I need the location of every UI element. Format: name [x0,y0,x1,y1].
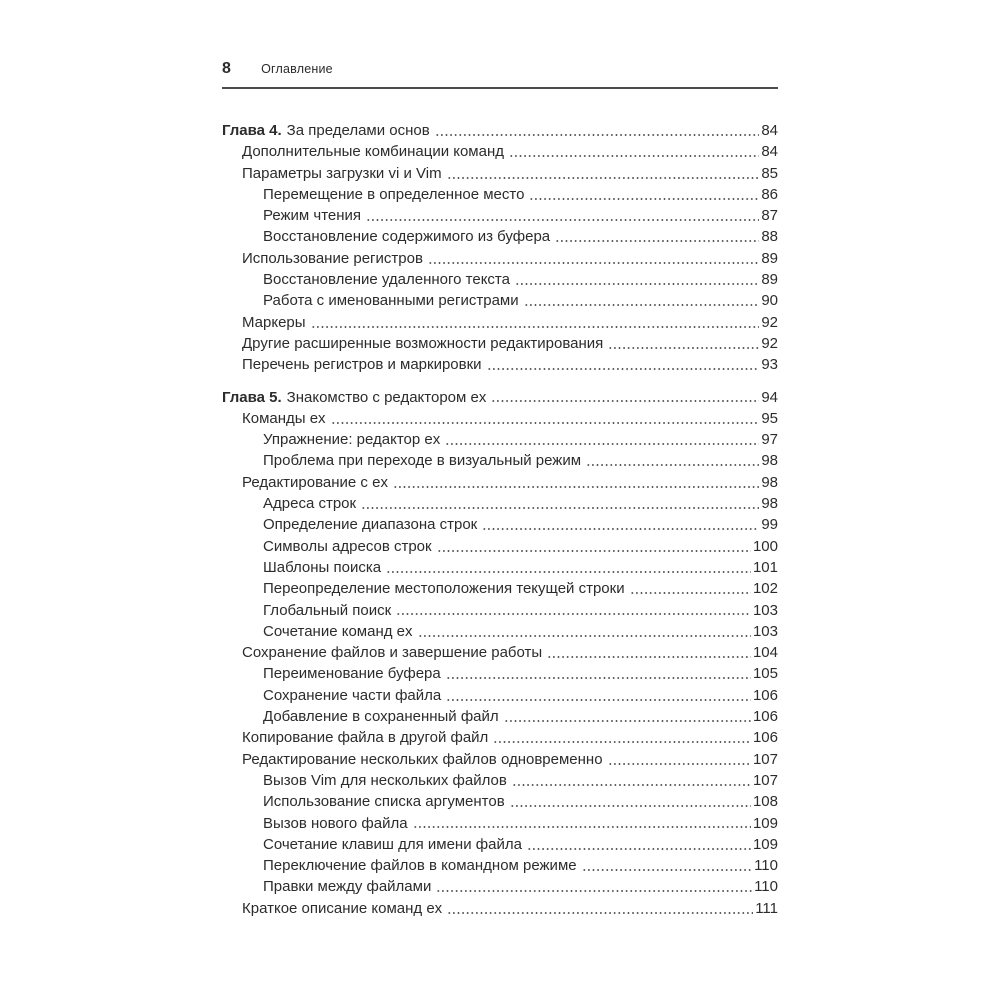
toc-entry [222,493,778,514]
toc-entry [222,333,778,354]
toc-entry-title: Восстановление содержимого из буфера [263,228,551,246]
toc-entry-title: Проблема при переходе в визуальный режим [263,452,582,470]
dot-leader [428,248,759,269]
toc-entry-title: Дополнительные комбинации команд [242,143,505,161]
toc-entry-page: 84 [761,143,778,161]
toc-entry-page: 89 [761,271,778,289]
dot-leader [555,226,759,247]
toc-entry-page: 88 [761,228,778,246]
toc-entry-page: 106 [752,729,778,747]
toc-entry [222,770,778,791]
dot-leader [437,536,751,557]
toc-entry [222,536,778,557]
toc-entry-title: Редактирование с ex [242,473,388,491]
toc-entry [222,749,778,770]
toc-entry-page: 92 [761,313,778,331]
toc-entry [222,354,778,375]
dot-leader [418,621,751,642]
toc-entry-title: Сочетание клавиш для имени файла [263,835,522,853]
toc-entry-title: Команды ex [242,409,326,427]
toc-entry-title: Сохранение части файла [263,686,442,704]
toc-entry-page: 106 [752,708,778,726]
toc-entry [222,408,778,429]
toc-entry-title: Сохранение файлов и завершение работы [242,644,543,662]
toc-entry-page: 110 [754,878,778,896]
toc-entry [222,813,778,834]
dot-leader [445,429,759,450]
toc-entry [222,290,778,311]
toc-entry-title: Использование регистров [242,249,423,267]
dot-leader [435,120,760,141]
toc-entry-page: 109 [752,814,778,832]
toc-entry [222,450,778,471]
toc-entry-page: 108 [752,793,778,811]
toc-entry-page: 90 [761,292,778,310]
toc-entry-title: Переопределение местоположения текущей строки [263,580,625,598]
toc-entry-title: Режим чтения [263,207,362,225]
toc-entry-title: Восстановление удаленного текста [263,271,510,289]
toc-entry-title: Глобальный поиск [263,601,392,619]
toc-entry-page: 95 [761,409,778,427]
dot-leader [524,290,760,311]
toc-entry-page: 105 [752,665,778,683]
toc-entry-page: 92 [761,334,778,352]
toc-entry [222,120,778,141]
table-of-contents [222,120,778,919]
dot-leader [482,514,759,535]
toc-entry-title: Символы адресов строк [263,537,432,555]
dot-leader [396,600,751,621]
toc-entry-page: 97 [761,431,778,449]
dot-leader [491,387,759,408]
dot-leader [547,642,751,663]
toc-entry [222,834,778,855]
toc-entry-title: Параметры загрузки vi и Vim [242,164,442,182]
toc-entry-title: Работа с именованными регистрами [263,292,519,310]
toc-entry-page: 84 [761,122,778,139]
toc-entry [222,621,778,642]
dot-leader [413,813,751,834]
toc-entry-title: Использование списка аргументов [263,793,505,811]
toc-entry [222,226,778,247]
page-content [222,60,778,919]
toc-entry [222,163,778,184]
toc-entry-chapter-prefix: Глава 5. [222,388,282,406]
toc-entry-title: Вызов нового файла [263,814,408,832]
toc-entry-page: 101 [752,558,778,576]
dot-leader [311,312,760,333]
toc-entry-page: 107 [752,771,778,789]
toc-entry-title: Упражнение: редактор ex [263,431,441,449]
toc-entry [222,791,778,812]
dot-leader [630,578,751,599]
dot-leader [446,685,751,706]
toc-entry [222,514,778,535]
dot-leader [512,770,751,791]
dot-leader [447,898,753,919]
dot-leader [436,876,752,897]
toc-entry-page: 85 [761,164,778,182]
dot-leader [487,354,760,375]
toc-entry-page: 87 [761,207,778,225]
toc-entry [222,898,778,919]
dot-leader [515,269,759,290]
toc-entry [222,855,778,876]
toc-entry-title: Редактирование нескольких файлов одновременно [242,750,603,768]
toc-entry [222,269,778,290]
toc-entry-title: Вызов Vim для нескольких файлов [263,771,507,789]
toc-entry-title: Правки между файлами [263,878,432,896]
dot-leader [586,450,759,471]
toc-entry [222,472,778,493]
toc-entry [222,557,778,578]
dot-leader [608,749,751,770]
toc-entry-page: 100 [752,537,778,555]
toc-entry [222,312,778,333]
dot-leader [366,205,759,226]
toc-entry [222,706,778,727]
dot-leader [582,855,752,876]
toc-entry [222,387,778,408]
dot-leader [446,663,751,684]
toc-entry-page: 98 [761,452,778,470]
toc-entry-title: Адреса строк [263,495,357,513]
toc-entry [222,727,778,748]
toc-entry-title: Переключение файлов в командном режиме [263,857,577,875]
toc-entry-title: Перечень регистров и маркировки [242,356,482,374]
toc-entry-page: 109 [752,835,778,853]
dot-leader [504,706,751,727]
toc-entry-title: Шаблоны поиска [263,558,382,576]
toc-entry [222,141,778,162]
toc-entry-title: За пределами основ [286,122,430,139]
toc-entry [222,685,778,706]
toc-entry-page: 94 [761,388,778,406]
dot-leader [393,472,759,493]
toc-entry-title: Маркеры [242,313,306,331]
dot-leader [493,727,751,748]
dot-leader [509,141,759,162]
toc-entry-title: Определение диапазона строк [263,516,478,534]
dot-leader [331,408,760,429]
toc-entry-page: 110 [754,857,778,875]
toc-entry-page: 103 [752,601,778,619]
toc-entry-title: Знакомство с редактором ex [286,388,487,406]
toc-entry [222,876,778,897]
running-head-title: Оглавление [261,62,333,76]
toc-entry [222,578,778,599]
folio-page-number: 8 [222,60,232,77]
toc-entry-page: 111 [755,899,778,917]
toc-entry [222,642,778,663]
dot-leader [386,557,751,578]
toc-entry-page: 107 [752,750,778,768]
dot-leader [510,791,751,812]
toc-entry [222,184,778,205]
toc-entry [222,205,778,226]
toc-entry [222,429,778,450]
toc-entry-title: Добавление в сохраненный файл [263,708,499,726]
toc-entry-title: Краткое описание команд ex [242,899,443,917]
toc-entry-page: 104 [752,644,778,662]
toc-entry-page: 103 [752,622,778,640]
toc-entry-page: 106 [752,686,778,704]
toc-entry-page: 86 [761,185,778,203]
running-head [222,60,778,89]
toc-entry-page: 99 [761,516,778,534]
dot-leader [447,163,760,184]
toc-entry-page: 98 [761,495,778,513]
dot-leader [361,493,759,514]
dot-leader [608,333,759,354]
toc-entry [222,248,778,269]
toc-entry-title: Сочетание команд ex [263,622,413,640]
toc-entry-chapter-prefix: Глава 4. [222,122,282,139]
toc-entry-page: 93 [761,356,778,374]
dot-leader [529,184,759,205]
toc-entry-title: Другие расширенные возможности редактирования [242,334,604,352]
toc-entry [222,600,778,621]
toc-entry-title: Копирование файла в другой файл [242,729,489,747]
toc-entry-title: Перемещение в определенное место [263,185,525,203]
toc-entry-page: 98 [761,473,778,491]
dot-leader [527,834,751,855]
toc-entry-page: 89 [761,249,778,267]
toc-entry [222,663,778,684]
toc-entry-page: 102 [752,580,778,598]
toc-entry-title: Переименование буфера [263,665,441,683]
